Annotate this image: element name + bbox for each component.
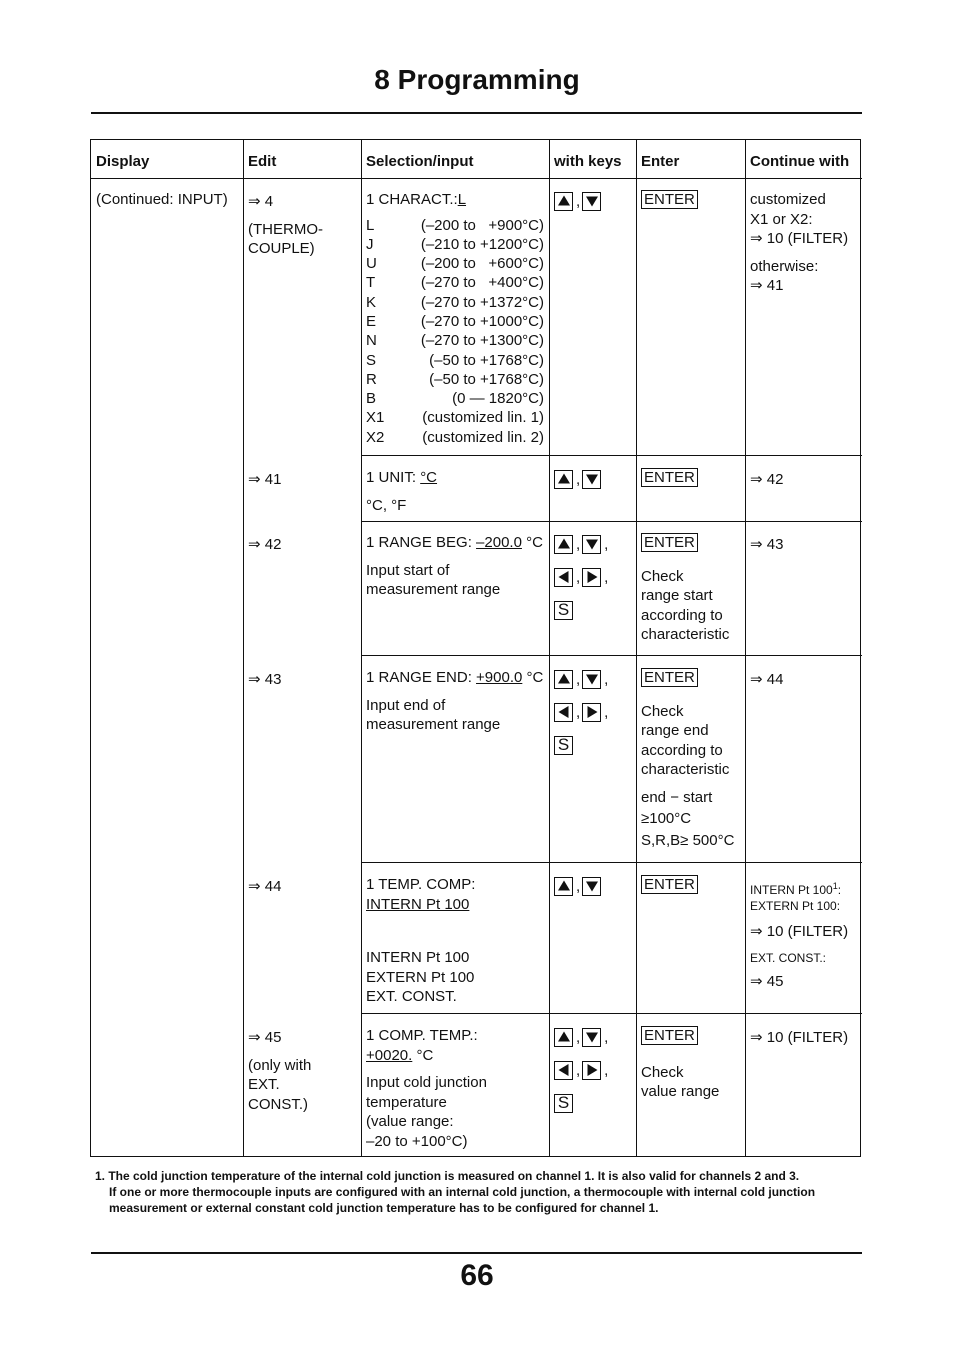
down-arrow-key-icon [582,535,601,554]
row-divider [361,862,862,863]
characteristic-range: (–210 to +1200°C) [420,235,544,253]
row-temp-comp-keys: , [554,876,601,909]
footnote-line: measurement or external constant cold junction temperature has to be configured for channel 1. [109,1201,659,1215]
row-range-end-enter [641,668,743,850]
continue-text: EXT. CONST.: [750,950,827,965]
selection-label: 1 UNIT: [366,469,421,486]
down-arrow-key-icon [582,670,601,689]
selection-option: EXTERN Pt 100 [366,968,475,986]
row-comp-temp-enter [641,1026,743,1102]
footnote [95,1168,865,1216]
selection-label: 1 COMP. TEMP.: [366,1027,478,1044]
col-header-keys: with keys [554,153,622,170]
characteristic-option [366,370,544,389]
down-arrow-key-icon [582,877,601,896]
check-note: characteristic [641,626,730,643]
right-arrow-key-icon [582,1061,601,1080]
selection-value: +0020. [366,1046,413,1064]
row-temp-comp-enter [641,875,698,895]
column-divider [243,140,244,1156]
characteristic-range: (–200 to +900°C) [420,216,544,234]
down-arrow-key-icon [582,192,601,211]
characteristic-code: X1 [366,409,385,427]
check-note: Check [641,702,684,720]
row-temp-comp-edit: ⇒ 44 [248,878,282,895]
row-range-beg-edit: ⇒ 42 [248,536,282,553]
row-temp-comp-selection [366,875,544,1007]
continue-text: INTERN Pt 100 [750,883,833,897]
check-note: Check [641,1063,684,1081]
continue-text: customized [750,191,826,208]
s-key: S [554,1094,573,1113]
condition-note: end − start [641,788,713,806]
continue-target: ⇒ 41 [750,277,784,294]
characteristic-range: (–50 to +1768°C) [429,370,544,388]
selection-label: 1 RANGE END: [366,669,477,686]
continue-text: otherwise: [750,257,819,275]
characteristic-option [366,235,544,254]
left-arrow-key-icon [554,568,573,587]
characteristic-code: T [366,274,376,292]
characteristic-option [366,254,544,273]
selection-description: measurement range [366,581,501,598]
selection-description: measurement range [366,716,501,733]
check-note: range start [641,587,713,604]
row-divider [361,1013,862,1014]
edit-arrow: ⇒ 45 [248,1029,282,1046]
continue-target: ⇒ 45 [750,972,784,990]
selection-value: +900.0 [476,669,523,686]
display-value: (Continued: INPUT) [96,191,228,208]
up-arrow-key-icon [554,470,573,489]
characteristic-code: S [366,351,377,369]
check-note: characteristic [641,761,730,778]
col-header-continue: Continue with [750,153,850,170]
characteristic-code: E [366,312,377,330]
characteristic-range: (–270 to +1372°C) [420,293,544,311]
characteristic-range: (0 — 1820°C) [452,390,544,408]
row-divider [361,655,862,656]
column-divider [361,140,362,1156]
condition-note: ≥100°C [641,810,692,827]
characteristic-option [366,389,544,408]
right-arrow-key-icon [582,568,601,587]
selection-description: –20 to +100°C) [366,1132,468,1150]
characteristic-code: X2 [366,428,385,446]
left-arrow-key-icon [554,1061,573,1080]
programming-table [90,139,861,1157]
row-range-end-continue: ⇒ 44 [750,671,784,688]
characteristic-range: (customized lin. 1) [422,409,544,427]
page-title: 8 Programming [374,64,580,95]
enter-key: ENTER [641,468,698,487]
edit-note: (THERMO- [248,220,323,238]
footnote-line: 1. The cold junction temperature of the internal cold junction is measured on channel 1. It is also valid for channels 2 and 3. [95,1169,800,1183]
enter-key: ENTER [641,668,698,687]
characteristic-range: (–270 to +1300°C) [420,332,544,350]
row-comp-temp-continue: ⇒ 10 (FILTER) [750,1029,849,1046]
row-charact-continue [750,190,860,296]
characteristic-code: R [366,370,377,388]
col-header-enter: Enter [641,153,680,170]
row-charact-keys: , [554,191,601,224]
row-unit-enter [641,468,698,488]
selection-description: Input end of [366,696,446,714]
condition-note: S,R,B≥ 500°C [641,831,735,849]
characteristic-code: B [366,390,377,408]
selection-value: INTERN Pt 100 [366,895,470,913]
row-range-end-edit: ⇒ 43 [248,671,282,688]
col-header-edit: Edit [248,153,277,170]
down-arrow-key-icon [582,470,601,489]
footer-rule [91,1252,862,1254]
column-divider [636,140,637,1156]
characteristic-option [366,351,544,370]
selection-unit: °C [522,669,544,686]
selection-label: 1 CHARACT.: [366,191,458,208]
row-unit-continue: ⇒ 42 [750,471,784,488]
characteristic-range: (–200 to +600°C) [420,255,544,273]
col-header-display: Display [96,153,150,170]
selection-description: Input cold junction [366,1074,487,1091]
row-comp-temp-edit [248,1028,358,1114]
col-header-selection: Selection/input [366,153,474,170]
characteristic-option [366,312,544,331]
edit-arrow: ⇒ 4 [248,193,274,210]
selection-label: 1 RANGE BEG: [366,534,477,551]
header-divider [91,178,862,179]
characteristic-range: (–270 to +400°C) [420,274,544,292]
characteristic-code: L [366,216,375,234]
s-key: S [554,736,573,755]
characteristic-range: (customized lin. 2) [422,428,544,446]
enter-key: ENTER [641,875,698,894]
row-charact-selection [366,190,544,447]
up-arrow-key-icon [554,1028,573,1047]
row-unit-edit: ⇒ 41 [248,471,282,488]
row-divider [361,521,862,522]
footnote-ref: 1 [832,881,838,891]
check-note: value range [641,1083,720,1100]
row-charact-enter [641,190,698,210]
selection-description: temperature [366,1093,447,1111]
row-range-beg-selection [366,533,548,600]
check-note: range end [641,722,709,739]
enter-key: ENTER [641,1026,698,1045]
selection-description: Input start of [366,561,450,579]
row-unit-selection [366,468,544,515]
continue-text: : [837,883,842,897]
footnote-line: If one or more thermocouple inputs are configured with an internal cold junction, a thermocouple with internal cold junction [109,1185,816,1199]
column-divider [745,140,746,1156]
selection-value: °C [420,469,438,486]
continue-target: ⇒ 10 (FILTER) [750,230,849,247]
characteristic-option [366,293,544,312]
selection-option: EXT. CONST. [366,988,457,1005]
characteristic-option [366,428,544,447]
characteristic-range: (–50 to +1768°C) [429,351,544,369]
continue-text: X1 or X2: [750,210,813,228]
selection-label: 1 TEMP. COMP: [366,876,476,893]
selection-unit: °C [521,534,543,551]
edit-note: (only with [248,1056,312,1074]
continue-target: ⇒ 10 (FILTER) [750,923,849,940]
edit-note: CONST.) [248,1095,308,1113]
up-arrow-key-icon [554,192,573,211]
down-arrow-key-icon [582,1028,601,1047]
row-comp-temp-selection [366,1026,544,1151]
characteristic-range: (–270 to +1000°C) [420,312,544,330]
row-range-beg-continue: ⇒ 43 [750,536,784,553]
row-unit-keys: , [554,469,601,502]
row-range-end-keys: , , , , S [554,669,610,768]
continue-text: EXTERN Pt 100: [750,899,841,913]
column-divider [549,140,550,1156]
selection-value: –200.0 [476,534,522,551]
edit-note: EXT. [248,1076,280,1093]
up-arrow-key-icon [554,670,573,689]
up-arrow-key-icon [554,877,573,896]
characteristic-option [366,331,544,350]
characteristic-option [366,408,544,427]
enter-key: ENTER [641,190,698,209]
row-divider [361,455,862,456]
characteristic-code: K [366,293,377,311]
characteristic-code: U [366,255,377,273]
selection-option: INTERN Pt 100 [366,949,470,966]
check-note: according to [641,606,723,624]
selection-value: L [457,191,467,208]
up-arrow-key-icon [554,535,573,554]
characteristic-list [366,216,544,448]
selection-unit: °C [412,1046,434,1064]
enter-key: ENTER [641,533,698,552]
row-range-beg-enter [641,533,743,645]
row-range-beg-keys: , , , , S [554,534,610,633]
row-comp-temp-keys: , , , , S [554,1027,610,1126]
characteristic-code: J [366,235,374,253]
left-arrow-key-icon [554,703,573,722]
row-range-end-selection [366,668,548,735]
s-key: S [554,601,573,620]
selection-description: (value range: [366,1113,454,1130]
page-number: 66 [460,1259,494,1292]
characteristic-option [366,216,544,235]
right-arrow-key-icon [582,703,601,722]
row-temp-comp-continue [750,878,860,991]
characteristic-code: N [366,332,377,350]
edit-note: COUPLE) [248,240,315,257]
check-note: according to [641,741,723,759]
row-charact-edit [248,192,358,259]
selection-options: °C, °F [366,496,407,514]
header-rule [91,112,862,114]
characteristic-option [366,273,544,292]
check-note: Check [641,567,684,585]
